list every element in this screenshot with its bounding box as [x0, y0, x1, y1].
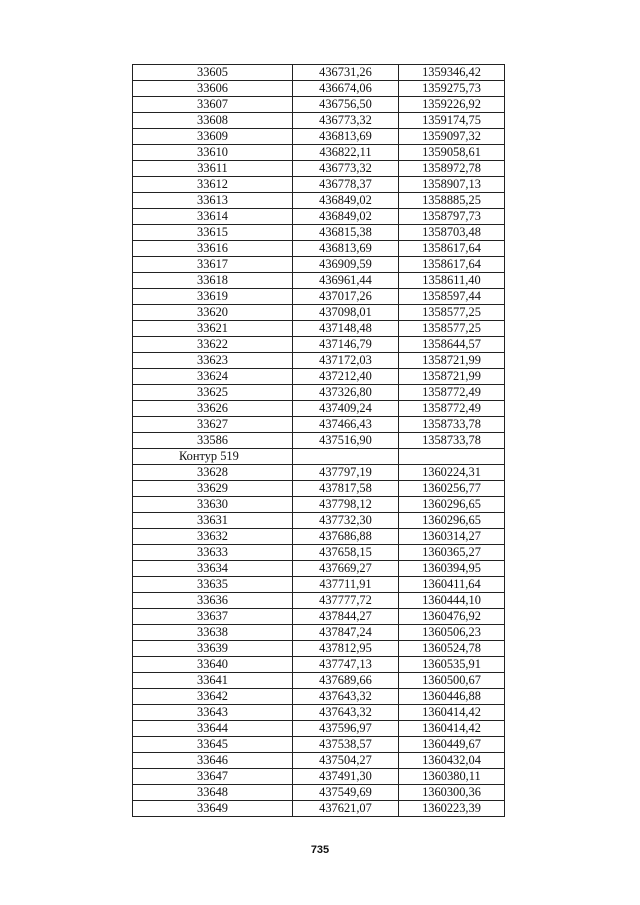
table-row	[133, 369, 505, 385]
x-coordinate-cell: 437711,91	[293, 577, 399, 593]
x-coordinate-cell: 437817,58	[293, 481, 399, 497]
point-number-cell: 33626	[133, 401, 293, 417]
y-coordinate-cell: 1360256,77	[399, 481, 505, 497]
x-coordinate-cell: 437812,95	[293, 641, 399, 657]
y-coordinate-cell: 1360524,78	[399, 641, 505, 657]
table-row	[133, 481, 505, 497]
point-number-cell: 33646	[133, 753, 293, 769]
y-coordinate-cell: 1360535,91	[399, 657, 505, 673]
table-row	[133, 609, 505, 625]
y-coordinate-cell: 1359226,92	[399, 97, 505, 113]
y-coordinate-cell: 1358597,44	[399, 289, 505, 305]
x-coordinate-cell: 437326,80	[293, 385, 399, 401]
x-coordinate-cell: 436773,32	[293, 161, 399, 177]
x-coordinate-cell: 437504,27	[293, 753, 399, 769]
x-coordinate-cell: 436822,11	[293, 145, 399, 161]
y-coordinate-cell: 1359097,32	[399, 129, 505, 145]
x-coordinate-cell: 437686,88	[293, 529, 399, 545]
point-number-cell: 33649	[133, 801, 293, 817]
y-coordinate-cell: 1360300,36	[399, 785, 505, 801]
point-number-cell: 33618	[133, 273, 293, 289]
point-number-cell: 33605	[133, 65, 293, 81]
point-number-cell: 33636	[133, 593, 293, 609]
table-row	[133, 385, 505, 401]
point-number-cell: 33616	[133, 241, 293, 257]
table-row	[133, 593, 505, 609]
point-number-cell: 33639	[133, 641, 293, 657]
x-coordinate-cell: 437146,79	[293, 337, 399, 353]
point-number-cell: 33613	[133, 193, 293, 209]
table-row	[133, 625, 505, 641]
point-number-cell: 33610	[133, 145, 293, 161]
y-coordinate-cell: 1360380,11	[399, 769, 505, 785]
coordinates-table	[132, 64, 505, 817]
table-row	[133, 113, 505, 129]
y-coordinate-cell: 1360394,95	[399, 561, 505, 577]
x-coordinate-cell: 437844,27	[293, 609, 399, 625]
point-number-cell: 33648	[133, 785, 293, 801]
x-coordinate-cell: 437549,69	[293, 785, 399, 801]
x-coordinate-cell: 436773,32	[293, 113, 399, 129]
table-row	[133, 737, 505, 753]
y-coordinate-cell: 1358617,64	[399, 257, 505, 273]
table-row	[133, 193, 505, 209]
point-number-cell: 33638	[133, 625, 293, 641]
x-coordinate-cell: 436815,38	[293, 225, 399, 241]
point-number-cell: 33619	[133, 289, 293, 305]
y-coordinate-cell: 1358611,40	[399, 273, 505, 289]
table-row	[133, 225, 505, 241]
table-row	[133, 801, 505, 817]
y-coordinate-cell: 1358577,25	[399, 305, 505, 321]
point-number-cell: 33624	[133, 369, 293, 385]
table-row	[133, 161, 505, 177]
x-coordinate-cell: 436674,06	[293, 81, 399, 97]
table-row	[133, 241, 505, 257]
y-coordinate-cell: 1360444,10	[399, 593, 505, 609]
y-coordinate-cell: 1358733,78	[399, 417, 505, 433]
x-coordinate-cell: 437621,07	[293, 801, 399, 817]
y-coordinate-cell: 1358772,49	[399, 401, 505, 417]
point-number-cell: 33621	[133, 321, 293, 337]
y-coordinate-cell: 1360476,92	[399, 609, 505, 625]
table-row	[133, 289, 505, 305]
y-coordinate-cell: 1358617,64	[399, 241, 505, 257]
table-row	[133, 721, 505, 737]
table-row	[133, 417, 505, 433]
x-coordinate-cell: 437538,57	[293, 737, 399, 753]
y-coordinate-cell: 1358797,73	[399, 209, 505, 225]
y-coordinate-cell: 1360446,88	[399, 689, 505, 705]
point-number-cell: 33631	[133, 513, 293, 529]
table-row	[133, 529, 505, 545]
x-coordinate-cell: 437172,03	[293, 353, 399, 369]
page-number: 735	[310, 844, 330, 856]
y-coordinate-cell: 1360411,64	[399, 577, 505, 593]
table-row	[133, 577, 505, 593]
y-coordinate-cell: 1360365,27	[399, 545, 505, 561]
table-row	[133, 337, 505, 353]
point-number-cell: 33620	[133, 305, 293, 321]
x-coordinate-cell: 437148,48	[293, 321, 399, 337]
x-coordinate-cell: 437017,26	[293, 289, 399, 305]
point-number-cell: 33586	[133, 433, 293, 449]
x-coordinate-cell: 437516,90	[293, 433, 399, 449]
y-coordinate-cell: 1360296,65	[399, 513, 505, 529]
x-coordinate-cell: 437643,32	[293, 689, 399, 705]
coordinates-table-body	[133, 65, 505, 817]
y-coordinate-cell: 1358907,13	[399, 177, 505, 193]
y-coordinate-cell: 1360500,67	[399, 673, 505, 689]
y-coordinate-cell: 1358972,78	[399, 161, 505, 177]
table-row	[133, 305, 505, 321]
point-number-cell: 33622	[133, 337, 293, 353]
contour-header-row	[133, 449, 505, 465]
point-number-cell: 33640	[133, 657, 293, 673]
x-coordinate-cell: 437212,40	[293, 369, 399, 385]
y-coordinate-cell: 1358577,25	[399, 321, 505, 337]
x-coordinate-cell: 436849,02	[293, 209, 399, 225]
point-number-cell: 33623	[133, 353, 293, 369]
table-row	[133, 145, 505, 161]
y-coordinate-cell: 1358721,99	[399, 369, 505, 385]
point-number-cell: 33611	[133, 161, 293, 177]
x-coordinate-cell: 437747,13	[293, 657, 399, 673]
x-coordinate-cell	[293, 449, 399, 465]
x-coordinate-cell: 437491,30	[293, 769, 399, 785]
point-number-cell: 33637	[133, 609, 293, 625]
table-row	[133, 753, 505, 769]
x-coordinate-cell: 437658,15	[293, 545, 399, 561]
x-coordinate-cell: 437777,72	[293, 593, 399, 609]
point-number-cell: 33643	[133, 705, 293, 721]
table-row	[133, 273, 505, 289]
point-number-cell: 33625	[133, 385, 293, 401]
y-coordinate-cell: 1360449,67	[399, 737, 505, 753]
x-coordinate-cell: 437466,43	[293, 417, 399, 433]
table-row	[133, 81, 505, 97]
y-coordinate-cell: 1360414,42	[399, 705, 505, 721]
x-coordinate-cell: 437797,19	[293, 465, 399, 481]
x-coordinate-cell: 437798,12	[293, 497, 399, 513]
x-coordinate-cell: 437098,01	[293, 305, 399, 321]
table-row	[133, 65, 505, 81]
table-row	[133, 97, 505, 113]
table-row	[133, 321, 505, 337]
table-row	[133, 401, 505, 417]
point-number-cell: 33629	[133, 481, 293, 497]
y-coordinate-cell	[399, 449, 505, 465]
table-row	[133, 257, 505, 273]
x-coordinate-cell: 436813,69	[293, 241, 399, 257]
y-coordinate-cell: 1359174,75	[399, 113, 505, 129]
table-row	[133, 673, 505, 689]
table-row	[133, 465, 505, 481]
x-coordinate-cell: 437689,66	[293, 673, 399, 689]
y-coordinate-cell: 1358885,25	[399, 193, 505, 209]
x-coordinate-cell: 437732,30	[293, 513, 399, 529]
point-number-cell: 33607	[133, 97, 293, 113]
x-coordinate-cell: 437596,97	[293, 721, 399, 737]
x-coordinate-cell: 436756,50	[293, 97, 399, 113]
point-number-cell: 33617	[133, 257, 293, 273]
point-number-cell: 33634	[133, 561, 293, 577]
table-row	[133, 769, 505, 785]
table-row	[133, 657, 505, 673]
point-number-cell: 33644	[133, 721, 293, 737]
table-row	[133, 641, 505, 657]
y-coordinate-cell: 1359346,42	[399, 65, 505, 81]
table-row	[133, 689, 505, 705]
point-number-cell: 33632	[133, 529, 293, 545]
point-number-cell: 33612	[133, 177, 293, 193]
y-coordinate-cell: 1360414,42	[399, 721, 505, 737]
y-coordinate-cell: 1360224,31	[399, 465, 505, 481]
x-coordinate-cell: 436778,37	[293, 177, 399, 193]
point-number-cell: 33635	[133, 577, 293, 593]
point-number-cell: 33606	[133, 81, 293, 97]
y-coordinate-cell: 1360314,27	[399, 529, 505, 545]
point-number-cell: 33647	[133, 769, 293, 785]
x-coordinate-cell: 436731,26	[293, 65, 399, 81]
y-coordinate-cell: 1358721,99	[399, 353, 505, 369]
table-row	[133, 209, 505, 225]
x-coordinate-cell: 437643,32	[293, 705, 399, 721]
point-number-cell: 33642	[133, 689, 293, 705]
point-number-cell: 33614	[133, 209, 293, 225]
table-row	[133, 545, 505, 561]
y-coordinate-cell: 1360223,39	[399, 801, 505, 817]
y-coordinate-cell: 1358703,48	[399, 225, 505, 241]
table-row	[133, 785, 505, 801]
y-coordinate-cell: 1360432,04	[399, 753, 505, 769]
table-row	[133, 353, 505, 369]
y-coordinate-cell: 1359058,61	[399, 145, 505, 161]
y-coordinate-cell: 1359275,73	[399, 81, 505, 97]
x-coordinate-cell: 437847,24	[293, 625, 399, 641]
point-number-cell: 33608	[133, 113, 293, 129]
point-number-cell: 33645	[133, 737, 293, 753]
point-number-cell: 33627	[133, 417, 293, 433]
y-coordinate-cell: 1358772,49	[399, 385, 505, 401]
y-coordinate-cell: 1358644,57	[399, 337, 505, 353]
point-number-cell: 33615	[133, 225, 293, 241]
table-row	[133, 177, 505, 193]
y-coordinate-cell: 1360506,23	[399, 625, 505, 641]
point-number-cell: 33628	[133, 465, 293, 481]
point-number-cell: 33641	[133, 673, 293, 689]
x-coordinate-cell: 436909,59	[293, 257, 399, 273]
point-number-cell: 33630	[133, 497, 293, 513]
table-row	[133, 497, 505, 513]
x-coordinate-cell: 437409,24	[293, 401, 399, 417]
table-row	[133, 705, 505, 721]
table-row	[133, 433, 505, 449]
x-coordinate-cell: 436849,02	[293, 193, 399, 209]
table-row	[133, 129, 505, 145]
x-coordinate-cell: 436961,44	[293, 273, 399, 289]
y-coordinate-cell: 1358733,78	[399, 433, 505, 449]
point-number-cell: 33633	[133, 545, 293, 561]
table-row	[133, 561, 505, 577]
y-coordinate-cell: 1360296,65	[399, 497, 505, 513]
x-coordinate-cell: 436813,69	[293, 129, 399, 145]
table-row	[133, 513, 505, 529]
x-coordinate-cell: 437669,27	[293, 561, 399, 577]
contour-label-cell: Контур 519	[133, 449, 293, 465]
point-number-cell: 33609	[133, 129, 293, 145]
